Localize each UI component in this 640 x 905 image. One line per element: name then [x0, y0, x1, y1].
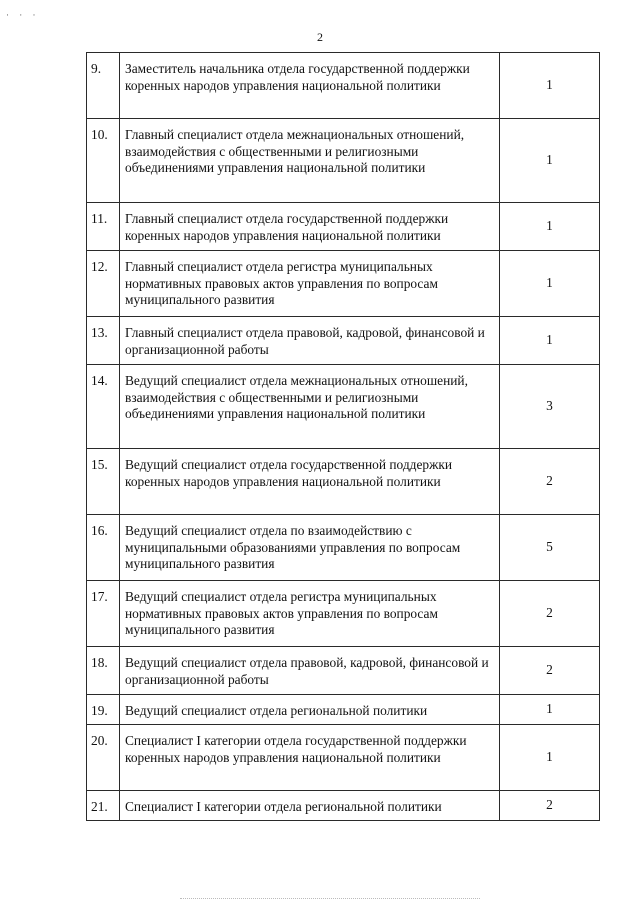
position-title: Специалист I категории отдела региональной политики: [120, 791, 500, 821]
position-count: 1: [500, 317, 600, 365]
position-title: Специалист I категории отдела государственной поддержки коренных народов управления национальной политики: [120, 725, 500, 791]
scan-edge-line: [180, 898, 480, 899]
table-row: [87, 725, 600, 791]
row-number: 15.: [87, 449, 120, 515]
row-number: 13.: [87, 317, 120, 365]
row-number: 20.: [87, 725, 120, 791]
table-row: [87, 119, 600, 203]
position-title: Ведущий специалист отдела регистра муниципальных нормативных правовых актов управления по вопросам муниципального развития: [120, 581, 500, 647]
position-count: 2: [500, 449, 600, 515]
scan-specks: · · ·: [6, 10, 40, 20]
position-count: 1: [500, 119, 600, 203]
positions-table: [86, 52, 600, 821]
table-row: [87, 449, 600, 515]
position-title: Ведущий специалист отдела региональной политики: [120, 695, 500, 725]
row-number: 14.: [87, 365, 120, 449]
position-count: 1: [500, 695, 600, 725]
row-number: 11.: [87, 203, 120, 251]
position-title: Заместитель начальника отдела государственной поддержки коренных народов управления национальной политики: [120, 53, 500, 119]
table-row: [87, 365, 600, 449]
position-count: 2: [500, 581, 600, 647]
position-title: Главный специалист отдела правовой, кадровой, финансовой и организационной работы: [120, 317, 500, 365]
row-number: 18.: [87, 647, 120, 695]
page-number: 2: [317, 30, 323, 44]
position-title: Главный специалист отдела межнациональных отношений, взаимодействия с общественными и религиозными объединениями управления национальной политики: [120, 119, 500, 203]
row-number: 17.: [87, 581, 120, 647]
position-title: Главный специалист отдела регистра муниципальных нормативных правовых актов управления по вопросам муниципального развития: [120, 251, 500, 317]
position-count: 1: [500, 725, 600, 791]
table-row: [87, 53, 600, 119]
table-row: [87, 251, 600, 317]
table-row: [87, 317, 600, 365]
position-count: 1: [500, 251, 600, 317]
row-number: 19.: [87, 695, 120, 725]
position-count: 3: [500, 365, 600, 449]
position-count: 5: [500, 515, 600, 581]
position-count: 1: [500, 53, 600, 119]
table-row: [87, 203, 600, 251]
position-title: Ведущий специалист отдела правовой, кадровой, финансовой и организационной работы: [120, 647, 500, 695]
table-row: [87, 647, 600, 695]
position-title: Ведущий специалист отдела по взаимодействию с муниципальными образованиями управления по вопросам муниципального развития: [120, 515, 500, 581]
row-number: 12.: [87, 251, 120, 317]
table-row: [87, 791, 600, 821]
position-count: 1: [500, 203, 600, 251]
row-number: 16.: [87, 515, 120, 581]
table-row: [87, 581, 600, 647]
position-count: 2: [500, 791, 600, 821]
row-number: 21.: [87, 791, 120, 821]
position-title: Ведущий специалист отдела межнациональных отношений, взаимодействия с общественными и религиозными объединениями управления национальной политики: [120, 365, 500, 449]
table-row: [87, 695, 600, 725]
row-number: 10.: [87, 119, 120, 203]
position-title: Главный специалист отдела государственной поддержки коренных народов управления национальной политики: [120, 203, 500, 251]
position-count: 2: [500, 647, 600, 695]
position-title: Ведущий специалист отдела государственной поддержки коренных народов управления национальной политики: [120, 449, 500, 515]
row-number: 9.: [87, 53, 120, 119]
table-row: [87, 515, 600, 581]
